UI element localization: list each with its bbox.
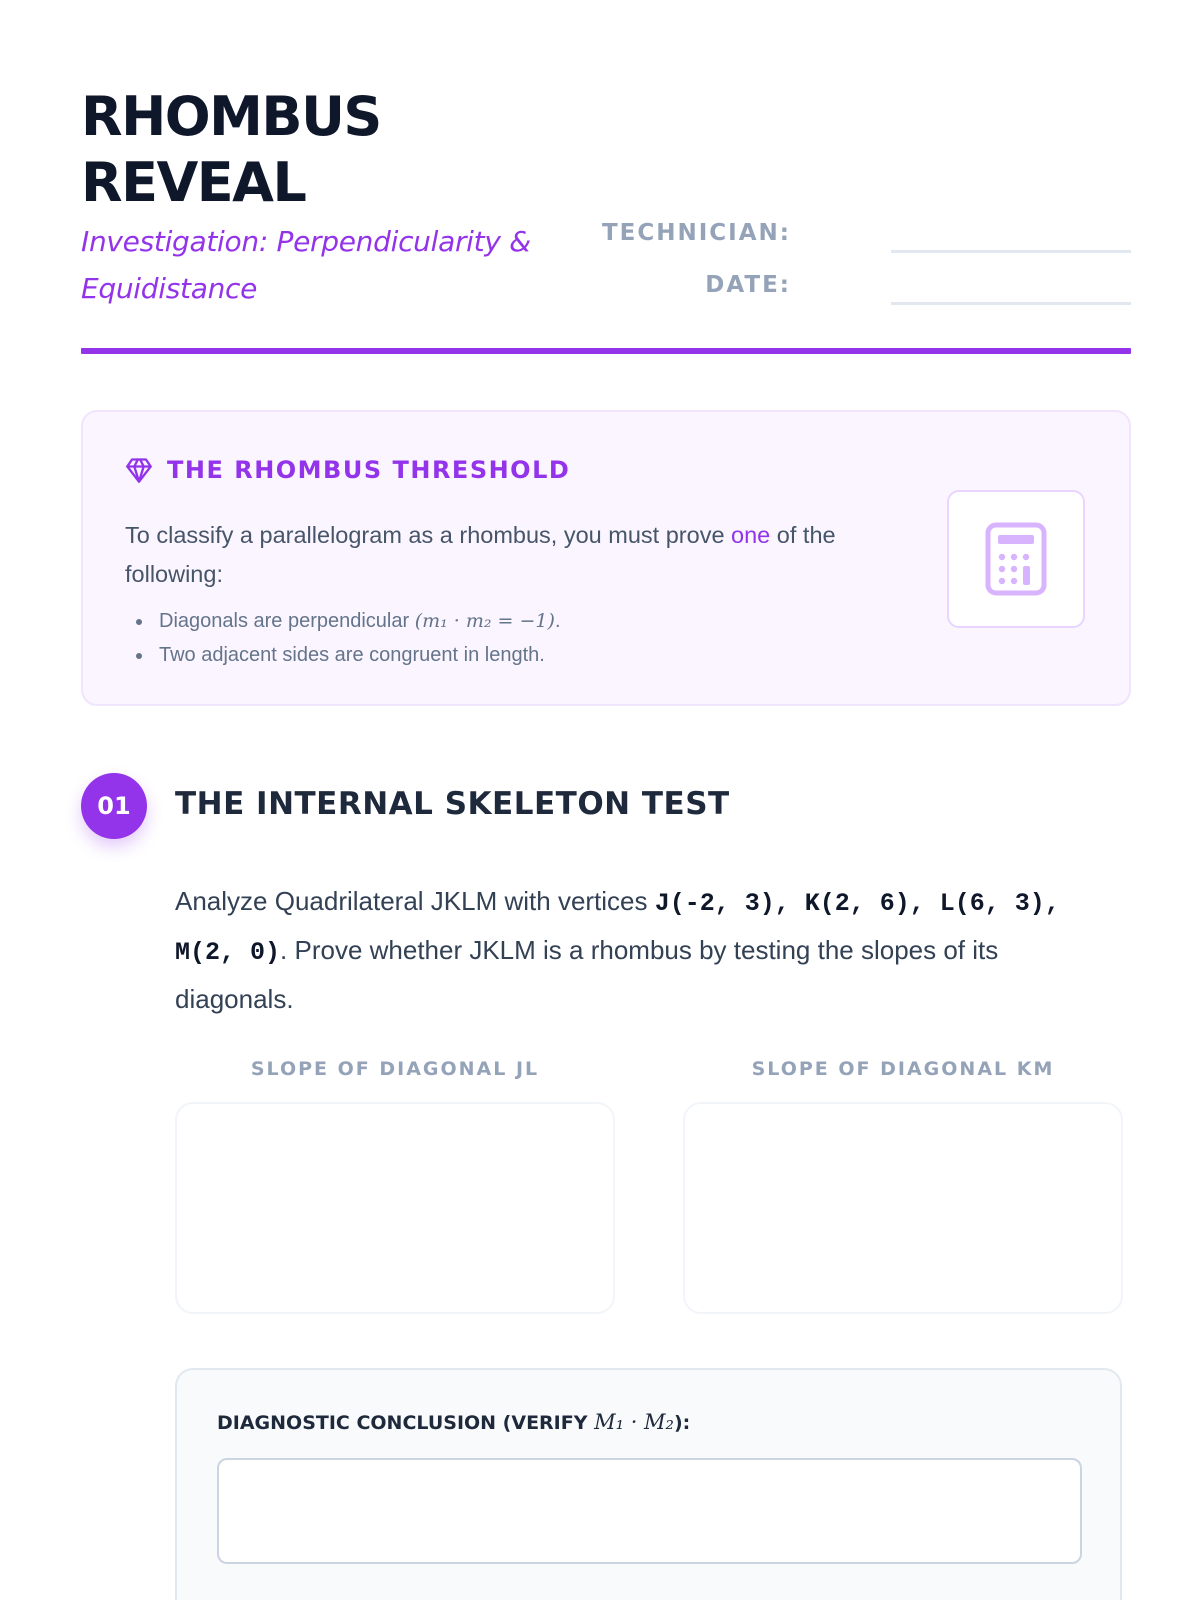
problem-suffix: . Prove whether JKLM is a rhombus by testing the slopes of its diagonals.: [175, 935, 999, 1014]
date-line[interactable]: [891, 302, 1131, 305]
slope-km-label: SLOPE OF DIAGONAL KM: [751, 1058, 1055, 1080]
criteria-2-text: Two adjacent sides are congruent in length.: [159, 644, 545, 666]
problem-statement: [175, 878, 1105, 1023]
gem-icon: [125, 456, 153, 484]
problem-prefix: Analyze Quadrilateral JKLM with vertices: [175, 886, 655, 916]
technician-line[interactable]: [891, 250, 1131, 253]
problem-vertices: J(-2, 3), K(2, 6), L(6, 3), M(2, 0): [175, 889, 1060, 967]
conclusion-label-prefix: DIAGNOSTIC CONCLUSION (VERIFY: [217, 1412, 595, 1434]
conclusion-answer-box[interactable]: [217, 1458, 1082, 1564]
slope-jl-answer-box[interactable]: [175, 1102, 615, 1314]
criteria-1-text: Diagonals are perpendicular: [159, 610, 415, 632]
technician-label: TECHNICIAN:: [601, 220, 791, 246]
threshold-heading: [125, 456, 570, 484]
section-number-badge: 01: [81, 773, 147, 839]
date-field[interactable]: [581, 268, 1131, 308]
slope-jl-label: SLOPE OF DIAGONAL JL: [250, 1058, 540, 1080]
conclusion-label: [217, 1410, 690, 1434]
technician-field[interactable]: [581, 216, 1131, 256]
section-title: THE INTERNAL SKELETON TEST: [175, 786, 730, 822]
conclusion-label-suffix: ):: [673, 1412, 691, 1434]
calculator-icon: [984, 521, 1048, 597]
date-label: DATE:: [705, 272, 791, 298]
header-divider: [81, 348, 1131, 354]
criteria-1-math: (m₁ · m₂ = −1): [414, 610, 555, 632]
threshold-title: THE RHOMBUS THRESHOLD: [167, 456, 571, 484]
worksheet-header: [81, 84, 1131, 356]
title-line-1: RHOMBUS: [81, 85, 381, 148]
title-line-2: REVEAL: [81, 151, 306, 214]
criteria-item-congruent: [125, 638, 905, 672]
threshold-criteria-list: [125, 604, 905, 672]
criteria-item-perpendicular: [125, 604, 905, 638]
threshold-description: [125, 516, 905, 594]
worksheet-subtitle: Investigation: Perpendicularity & Equidistance: [81, 225, 531, 305]
criteria-1-end: .: [554, 610, 561, 632]
rhombus-threshold-card: [81, 410, 1131, 706]
calculator-badge: [947, 490, 1085, 628]
slope-km-answer-box[interactable]: [683, 1102, 1123, 1314]
worksheet-title: [81, 84, 1131, 216]
threshold-text-after: of the following:: [125, 522, 836, 587]
threshold-text-before: To classify a parallelogram as a rhombus, you must prove: [125, 522, 732, 548]
conclusion-label-math: M₁ · M₂: [594, 1410, 674, 1434]
threshold-text-highlight: one: [731, 522, 771, 548]
diagnostic-conclusion-card: [175, 1368, 1122, 1600]
